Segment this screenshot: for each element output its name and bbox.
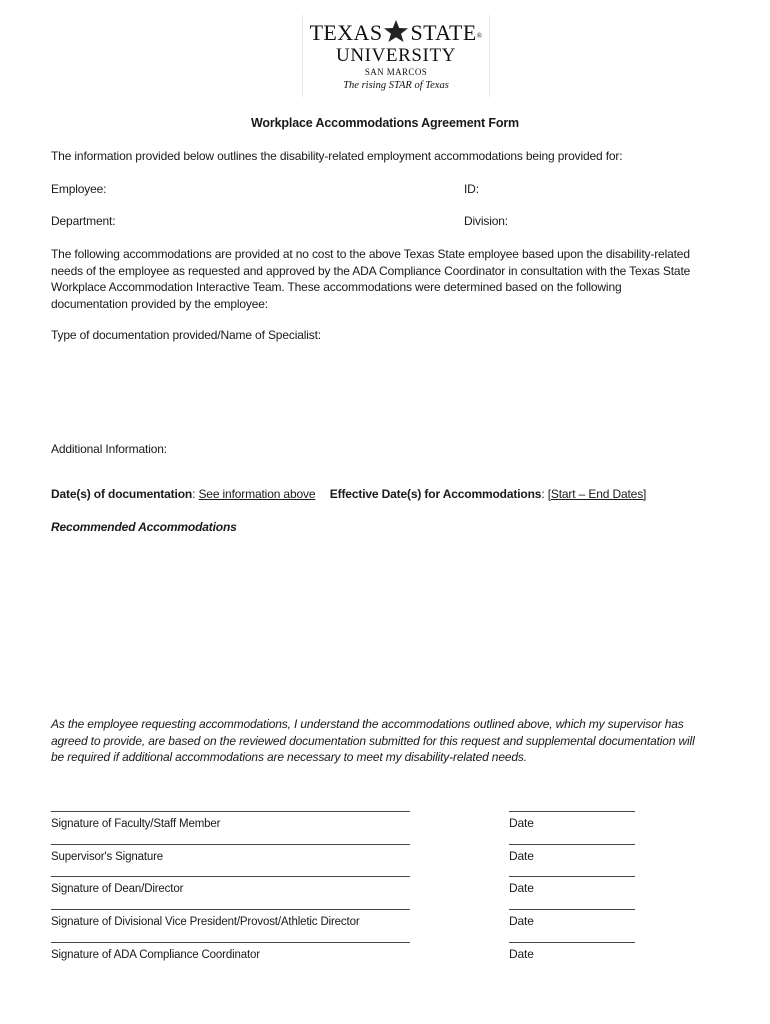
registered-mark: ® — [476, 32, 483, 40]
date-label: Date — [509, 849, 534, 863]
signature-vp-label: Signature of Divisional Vice President/Provost/Athletic Director — [51, 916, 360, 928]
signature-line — [51, 844, 410, 845]
division-label: Division: — [464, 214, 508, 228]
date-line — [509, 811, 635, 812]
signature-line — [51, 876, 410, 877]
effective-colon: : — [541, 487, 545, 501]
logo-campus: SAN MARCOS — [364, 67, 428, 77]
star-icon — [383, 19, 409, 43]
logo-university: UNIVERSITY — [336, 45, 456, 66]
date-line — [509, 942, 635, 943]
logo-state: STATE — [410, 20, 477, 45]
date-label: Date — [509, 914, 534, 928]
date-line — [509, 876, 635, 877]
id-label: ID: — [464, 182, 479, 196]
dates-doc-label: Date(s) of documentation — [51, 487, 193, 501]
signature-line — [51, 909, 410, 910]
logo-wordmark — [303, 19, 489, 46]
effective-dates-value: [Start – End Dates] — [547, 487, 647, 501]
accommodation-paragraph: The following accommodations are provided at no cost to the above Texas State employee based upon the disability-related needs of the employee as requested and approved by the ADA Compliance Coordinator in consultation with the Texas State Workplace Accommodation Interactive Team. These accommodations were determined based on the following documentation provided by the employee: — [51, 247, 691, 311]
signature-ada-label: Signature of ADA Compliance Coordinator — [51, 949, 260, 961]
form-title: Workplace Accommodations Agreement Form — [250, 116, 520, 130]
date-label: Date — [509, 881, 534, 895]
signature-dean-label: Signature of Dean/Director — [51, 883, 184, 895]
date-line — [509, 844, 635, 845]
documentation-type-label: Type of documentation provided/Name of Specialist: — [51, 328, 321, 342]
date-label: Date — [509, 947, 534, 961]
additional-info-label: Additional Information: — [51, 442, 167, 456]
department-label: Department: — [51, 214, 116, 228]
logo-tagline: The rising STAR of Texas — [343, 80, 449, 91]
recommended-accommodations-heading: Recommended Accommodations — [51, 520, 237, 534]
date-line — [509, 909, 635, 910]
signature-line — [51, 942, 410, 943]
signature-line — [51, 811, 410, 812]
dates-row — [51, 486, 646, 503]
employee-label: Employee: — [51, 182, 107, 196]
intro-text: The information provided below outlines the disability-related employment accommodations being provided for: — [51, 149, 623, 163]
date-label: Date — [509, 816, 534, 830]
acknowledgement-text: As the employee requesting accommodations, I understand the accommodations outlined above, which my supervisor has agreed to provide, are based on the reviewed documentation submitted for this request and supplemental documentation will be required if additional accommodations are necessary to meet my disability-related needs. — [51, 717, 695, 764]
dates-doc-value: See information above — [198, 487, 316, 501]
effective-dates-label: Effective Date(s) for Accommodations — [329, 487, 542, 501]
signature-supervisor-label: Supervisor's Signature — [51, 851, 164, 863]
dates-doc-colon: : — [192, 487, 196, 501]
university-logo — [302, 15, 490, 97]
signature-faculty-label: Signature of Faculty/Staff Member — [51, 818, 221, 830]
logo-texas: TEXAS — [309, 20, 383, 45]
